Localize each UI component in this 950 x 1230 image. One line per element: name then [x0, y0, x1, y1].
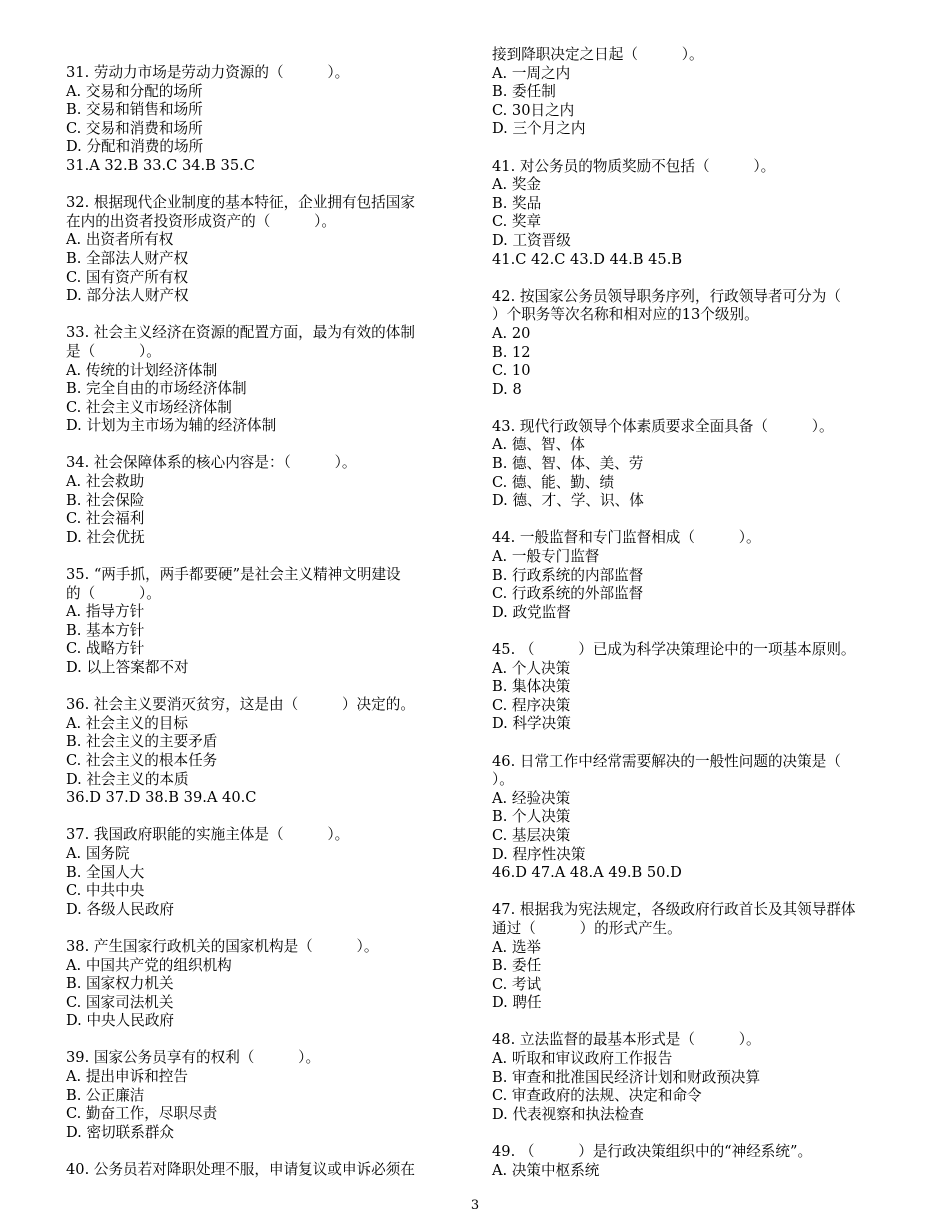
answer-option: A. 中国共产党的组织机构: [66, 956, 232, 974]
answer-option: C. 交易和消费和场所: [66, 119, 203, 137]
answer-option: D. 聘任: [492, 994, 542, 1012]
answer-option: B. 奖品: [492, 194, 542, 212]
answer-option: B. 全部法人财产权: [66, 249, 189, 267]
page-number: 3: [470, 1198, 480, 1213]
answer-option: D. 德、才、学、识、体: [492, 492, 644, 510]
answer-option: C. 战略方针: [66, 640, 145, 658]
question-block: [492, 901, 897, 1013]
question-text: 35. “两手抓，两手都要硬”是社会主义精神文明建设: [66, 566, 401, 584]
answer-option: C. 国有资产所有权: [66, 268, 189, 286]
answer-option: A. 经验决策: [492, 789, 571, 807]
question-text: 46. 日常工作中经常需要解决的一般性问题的决策是（: [492, 752, 841, 770]
answer-option: A. 决策中枢系统: [492, 1161, 600, 1179]
answer-option: A. 指导方针: [66, 603, 145, 621]
answer-option: D. 科学决策: [492, 715, 571, 733]
question-block: [492, 1143, 897, 1180]
answer-option: B. 全国人大: [66, 863, 145, 881]
question-text: 49. （ ）是行政决策组织中的“神经系统”。: [492, 1143, 813, 1161]
answer-option: D. 各级人民政府: [66, 900, 175, 918]
question-text: ）。: [492, 771, 514, 789]
answer-option: A. 20: [492, 324, 531, 342]
question-text: 33. 社会主义经济在资源的配置方面，最为有效的体制: [66, 324, 415, 342]
question-text: 在内的出资者投资形成资产的（ ）。: [66, 212, 336, 230]
right-column: [492, 46, 897, 1199]
question-block: [66, 454, 471, 547]
answer-option: B. 国家权力机关: [66, 975, 174, 993]
question-text: 42. 按国家公务员领导职务序列，行政领导者可分为（: [492, 287, 841, 305]
question-block: [492, 529, 897, 622]
question-text: 36. 社会主义要消灭贫穷，这是由（ ）决定的。: [66, 696, 415, 714]
answer-option: B. 完全自由的市场经济体制: [66, 380, 247, 398]
answer-option: A. 一周之内: [492, 64, 571, 82]
answer-option: C. 审查政府的法规、决定和命令: [492, 1087, 702, 1105]
answer-option: A. 传统的计划经济体制: [66, 361, 218, 379]
question-text: 39. 国家公务员享有的权利（ ）。: [66, 1049, 321, 1067]
answer-option: A. 国务院: [66, 844, 130, 862]
answer-option: B. 委任制: [492, 83, 556, 101]
answer-key: 31.A 32.B 33.C 34.B 35.C: [66, 156, 255, 174]
answer-key: 46.D 47.A 48.A 49.B 50.D: [492, 864, 682, 882]
answer-option: D. 8: [492, 380, 522, 398]
answer-option: A. 社会救助: [66, 473, 145, 491]
answer-option: B. 集体决策: [492, 678, 571, 696]
question-block: [66, 826, 471, 919]
answer-option: D. 三个月之内: [492, 120, 586, 138]
question-block: [492, 1031, 897, 1124]
answer-option: D. 密切联系群众: [66, 1123, 175, 1141]
answer-option: A. 个人决策: [492, 659, 571, 677]
answer-option: A. 选举: [492, 938, 542, 956]
answer-option: C. 德、能、勤、绩: [492, 473, 615, 491]
answer-option: B. 公正廉洁: [66, 1086, 145, 1104]
answer-option: C. 基层决策: [492, 826, 571, 844]
question-block: [492, 753, 897, 883]
answer-option: B. 行政系统的内部监督: [492, 566, 644, 584]
answer-option: C. 社会主义的根本任务: [66, 751, 218, 769]
answer-option: A. 德、智、体: [492, 436, 585, 454]
answer-option: D. 分配和消费的场所: [66, 138, 204, 156]
question-text: 31. 劳动力市场是劳动力资源的（ ）。: [66, 64, 350, 81]
answer-option: C. 奖章: [492, 213, 542, 231]
answer-option: C. 30日之内: [492, 101, 575, 119]
question-block: [66, 696, 471, 808]
answer-option: A. 听取和审议政府工作报告: [492, 1050, 673, 1068]
answer-option: D. 程序性决策: [492, 845, 586, 863]
answer-option: B. 基本方针: [66, 621, 145, 639]
question-block: [66, 1161, 471, 1180]
answer-option: D. 部分法人财产权: [66, 287, 189, 305]
answer-option: C. 考试: [492, 975, 542, 993]
question-block: [66, 194, 471, 306]
question-text: ）个职务等次名称和相对应的13个级别。: [492, 306, 759, 324]
answer-key: 36.D 37.D 38.B 39.A 40.C: [66, 789, 257, 807]
answer-option: B. 社会保险: [66, 491, 145, 509]
answer-option: D. 工资晋级: [492, 231, 571, 249]
left-column: [66, 64, 471, 1198]
question-text: 40. 公务员若对降职处理不服，申请复议或申诉必须在: [66, 1161, 415, 1179]
answer-option: B. 社会主义的主要矛盾: [66, 733, 218, 751]
answer-option: D. 计划为主市场为辅的经济体制: [66, 417, 277, 435]
question-text: 的（ ）。: [66, 584, 161, 602]
answer-option: B. 德、智、体、美、劳: [492, 455, 644, 473]
answer-option: A. 社会主义的目标: [66, 714, 188, 732]
answer-option: D. 政党监督: [492, 603, 571, 621]
answer-option: C. 行政系统的外部监督: [492, 585, 644, 603]
answer-option: D. 社会主义的本质: [66, 770, 189, 788]
question-block: [492, 641, 897, 734]
answer-option: D. 以上答案都不对: [66, 659, 189, 676]
answer-option: A. 交易和分配的场所: [66, 82, 203, 100]
answer-option: C. 社会福利: [66, 510, 145, 528]
question-block: [492, 418, 897, 511]
question-text: 48. 立法监督的最基本形式是（ ）。: [492, 1031, 761, 1049]
answer-option: B. 审查和批准国民经济计划和财政预决算: [492, 1068, 761, 1086]
answer-option: A. 提出申诉和控告: [66, 1068, 188, 1086]
answer-option: C. 社会主义市场经济体制: [66, 398, 232, 416]
answer-key: 41.C 42.C 43.D 44.B 45.B: [492, 250, 683, 268]
answer-option: D. 代表视察和执法检查: [492, 1105, 644, 1123]
question-text: 32. 根据现代企业制度的基本特征，企业拥有包括国家: [66, 194, 415, 212]
answer-option: C. 10: [492, 362, 531, 380]
question-text: 通过（ ）的形式产生。: [492, 919, 682, 937]
question-text: 45. （ ）已成为科学决策理论中的一项基本原则。: [492, 641, 856, 658]
question-text: 47. 根据我为宪法规定，各级政府行政首长及其领导群体: [492, 901, 856, 919]
answer-option: A. 出资者所有权: [66, 231, 174, 249]
answer-option: B. 个人决策: [492, 808, 571, 826]
question-text: 是（ ）。: [66, 342, 161, 360]
answer-option: C. 程序决策: [492, 696, 571, 714]
question-block: [66, 64, 471, 176]
answer-option: B. 交易和销售和场所: [66, 101, 203, 119]
question-block: [66, 938, 471, 1031]
question-text: 43. 现代行政领导个体素质要求全面具备（ ）。: [492, 417, 834, 435]
question-text: 34. 社会保障体系的核心内容是：（ ）。: [66, 454, 357, 472]
question-text: 38. 产生国家行政机关的国家机构是（ ）。: [66, 937, 379, 955]
question-block: [492, 288, 897, 400]
answer-option: B. 委任: [492, 957, 542, 975]
question-block: [66, 566, 471, 678]
answer-option: A. 一般专门监督: [492, 548, 600, 566]
question-block: [492, 158, 897, 270]
question-text: 44. 一般监督和专门监督相成（ ）。: [492, 529, 761, 547]
answer-option: A. 奖金: [492, 176, 542, 194]
question-text: 37. 我国政府职能的实施主体是（ ）。: [66, 826, 350, 844]
question-block: [492, 46, 897, 139]
answer-option: C. 国家司法机关: [66, 993, 174, 1011]
answer-option: C. 中共中央: [66, 882, 145, 900]
answer-option: C. 勤奋工作，尽职尽责: [66, 1105, 218, 1123]
answer-option: B. 12: [492, 343, 531, 361]
answer-option: D. 中央人民政府: [66, 1012, 175, 1030]
question-block: [66, 1049, 471, 1142]
answer-option: D. 社会优抚: [66, 528, 145, 546]
question-text: 41. 对公务员的物质奖励不包括（ ）。: [492, 157, 776, 175]
question-block: [66, 324, 471, 436]
question-text: 接到降职决定之日起（ ）。: [492, 46, 704, 63]
